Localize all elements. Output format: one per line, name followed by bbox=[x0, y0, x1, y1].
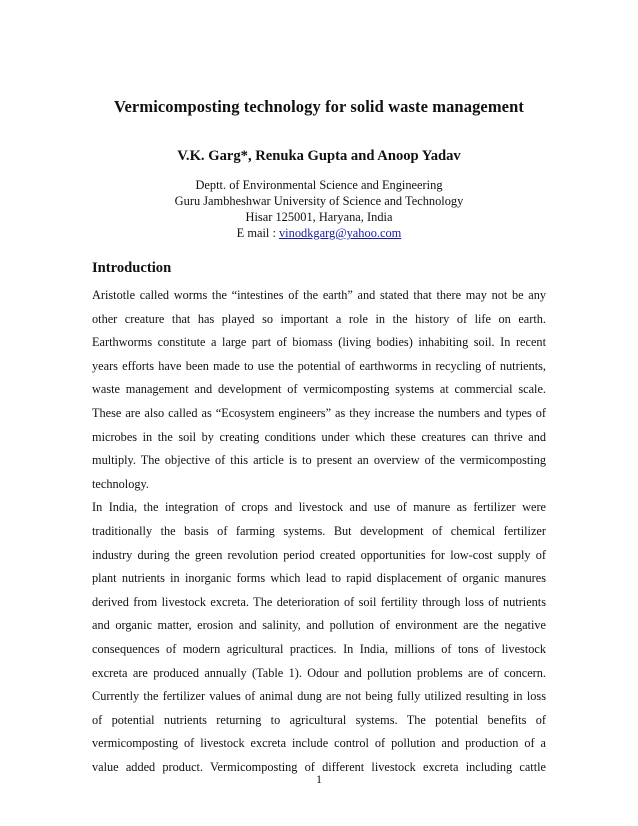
paper-title: Vermicomposting technology for solid waste management bbox=[114, 97, 524, 116]
body-line: derived from livestock excreta. The deterioration of soil fertility through loss of nutrients bbox=[92, 594, 546, 609]
body-line: technology. bbox=[92, 476, 149, 491]
body-line: These are also called as “Ecosystem engineers” as they increase the numbers and types of bbox=[92, 405, 546, 420]
body-line: value added product. Vermicomposting of different livestock excreta including cattle bbox=[92, 759, 546, 774]
body-line: other creature that has played so important a role in the history of life on earth. bbox=[92, 311, 546, 326]
body-line: plant nutrients in inorganic forms which lead to rapid displacement of organic manures bbox=[92, 571, 546, 586]
body-line: consequences of modern agricultural practices. In India, millions of tons of livestock bbox=[92, 641, 546, 656]
body-line: Currently the fertilizer values of animal dung are not being fully utilized resulting in loss bbox=[92, 689, 546, 704]
body-line: waste management and development of vermicomposting systems at commercial scale. bbox=[92, 382, 546, 397]
section-heading-introduction: Introduction bbox=[92, 260, 172, 276]
body-line: excreta are produced annually (Table 1). Odour and pollution problems are of concern. bbox=[92, 665, 546, 680]
affiliation-email-line bbox=[0, 225, 638, 241]
body-line: industry during the green revolution period created opportunities for low-cost supply of bbox=[92, 547, 546, 562]
affiliation-address: Hisar 125001, Haryana, India bbox=[245, 210, 393, 224]
affiliation-department: Deptt. of Environmental Science and Engineering bbox=[195, 178, 443, 192]
page-number: 1 bbox=[316, 772, 322, 786]
affiliation-university: Guru Jambheshwar University of Science and Technology bbox=[174, 194, 464, 208]
body-line: In India, the integration of crops and livestock and use of manure as fertilizer were bbox=[92, 500, 546, 515]
body-line: of potential nutrients returning to agricultural systems. The potential benefits of bbox=[92, 712, 546, 727]
email-link[interactable]: vinodkgarg@yahoo.com bbox=[278, 226, 402, 240]
body-line: Aristotle called worms the “intestines of the earth” and stated that there may not be any bbox=[92, 288, 546, 302]
body-line: and organic matter, erosion and salinity, and pollution of environment are the negative bbox=[92, 618, 546, 633]
email-label: E mail : bbox=[236, 226, 279, 240]
introduction-body bbox=[92, 284, 546, 779]
body-line: multiply. The objective of this article is to present an overview of the vermicomposting bbox=[92, 453, 546, 468]
body-line: years efforts have been made to use the potential of earthworms in recycling of nutrients, bbox=[92, 358, 546, 373]
body-line: vermicomposting of livestock excreta include control of pollution and production of a bbox=[92, 736, 546, 751]
body-line: Earthworms constitute a large part of biomass (living bodies) inhabiting soil. In recent bbox=[92, 335, 546, 350]
body-line: traditionally the basis of farming systems. But development of chemical fertilizer bbox=[92, 523, 546, 538]
author-list: V.K. Garg*, Renuka Gupta and Anoop Yadav bbox=[177, 148, 461, 164]
body-line: microbes in the soil by creating conditions under which these creatures can thrive and bbox=[92, 429, 546, 444]
